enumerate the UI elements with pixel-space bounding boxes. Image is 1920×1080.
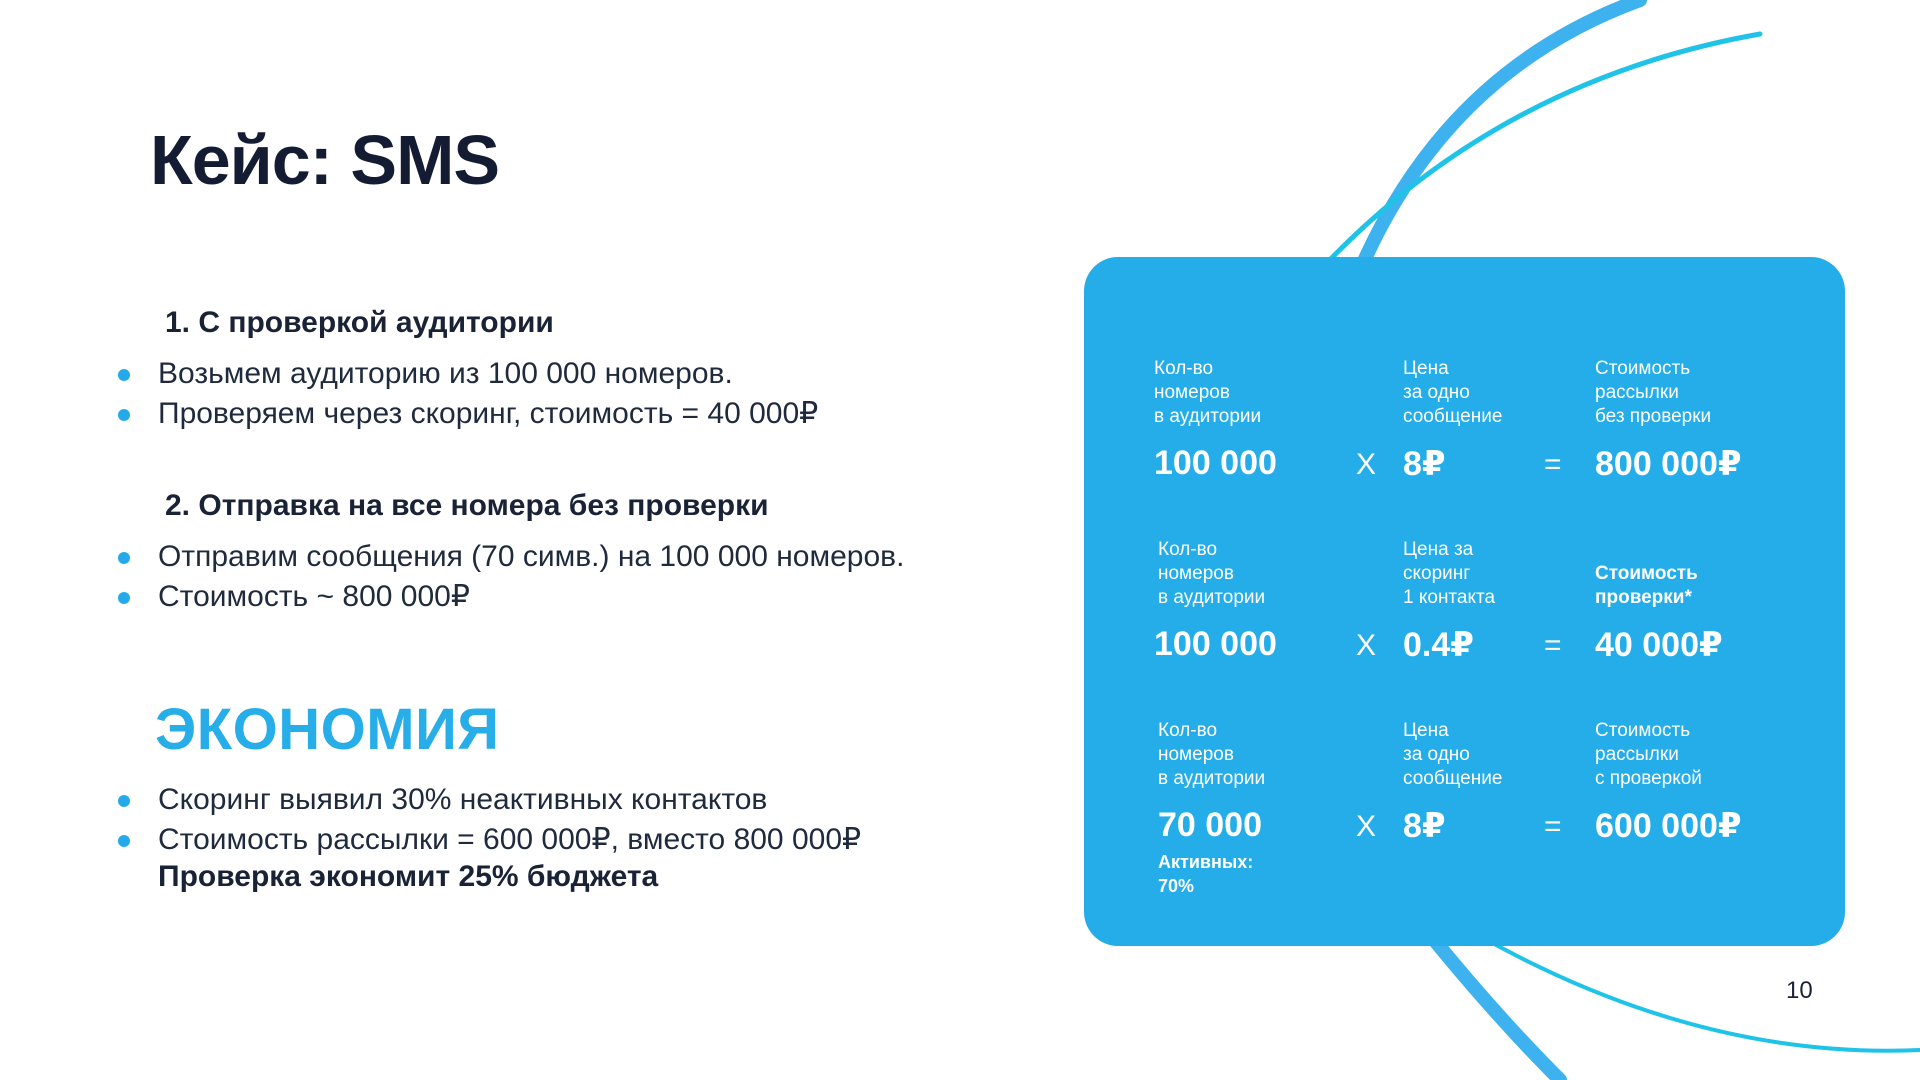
savings-bullet-list <box>118 780 861 860</box>
section1-bullet-list <box>118 354 818 434</box>
row3-cost-value: 600 000₽ <box>1595 807 1742 845</box>
row2-price-label: Цена за скоринг 1 контакта <box>1403 539 1496 608</box>
savings-heading: ЭКОНОМИЯ <box>155 697 500 762</box>
section2-bullet-list <box>118 537 904 617</box>
page-number: 10 <box>1786 977 1813 1004</box>
row2-equals-sign: = <box>1544 629 1562 662</box>
arc-top-thin <box>1322 34 1760 268</box>
row1-equals-sign: = <box>1544 448 1562 481</box>
list-item: Стоимость ~ 800 000₽ <box>118 577 904 617</box>
row2-cost-value: 40 000₽ <box>1595 626 1723 664</box>
row1-audience-label: Кол-во номеров в аудитории <box>1154 358 1262 427</box>
row1-price-value: 8₽ <box>1403 445 1446 483</box>
list-item: Отправим сообщения (70 симв.) на 100 000 номеров. <box>118 537 904 577</box>
row2-audience-value: 100 000 <box>1154 625 1277 663</box>
row3-equals-sign: = <box>1544 810 1562 843</box>
savings-conclusion: Проверка экономит 25% бюджета <box>158 860 659 893</box>
list-item: Скоринг выявил 30% неактивных контактов <box>118 780 861 820</box>
row2-audience-label: Кол-во номеров в аудитории <box>1158 539 1266 608</box>
section-heading-without-check: 2. Отправка на все номера без проверки <box>165 489 769 522</box>
list-item: Проверяем через скоринг, стоимость = 40 000₽ <box>118 394 818 434</box>
calculation-card <box>1084 257 1845 946</box>
page-title: Кейс: SMS <box>150 121 500 199</box>
row2-multiply-sign: X <box>1356 629 1377 662</box>
row3-price-label: Цена за одно сообщение <box>1403 720 1503 789</box>
row3-multiply-sign: X <box>1356 810 1377 843</box>
row3-active-note: Активных: 70% <box>1158 852 1254 896</box>
arc-bottom-thin <box>1478 935 1920 1051</box>
row3-audience-value: 70 000 <box>1158 806 1262 844</box>
row1-audience-value: 100 000 <box>1154 444 1277 482</box>
row1-multiply-sign: X <box>1356 448 1377 481</box>
row1-price-label: Цена за одно сообщение <box>1403 358 1503 427</box>
row2-cost-label: Стоимость проверки* <box>1595 563 1698 608</box>
row3-price-value: 8₽ <box>1403 807 1446 845</box>
list-item: Стоимость рассылки = 600 000₽, вместо 800 000₽ <box>118 820 861 860</box>
row1-cost-value: 800 000₽ <box>1595 445 1742 483</box>
row1-cost-label: Стоимость рассылки без проверки <box>1595 358 1712 427</box>
list-item: Возьмем аудиторию из 100 000 номеров. <box>118 354 818 394</box>
section-heading-with-check: 1. С проверкой аудитории <box>165 306 554 339</box>
row3-cost-label: Стоимость рассылки с проверкой <box>1595 720 1702 789</box>
row3-audience-label: Кол-во номеров в аудитории <box>1158 720 1266 789</box>
row2-price-value: 0.4₽ <box>1403 626 1474 664</box>
